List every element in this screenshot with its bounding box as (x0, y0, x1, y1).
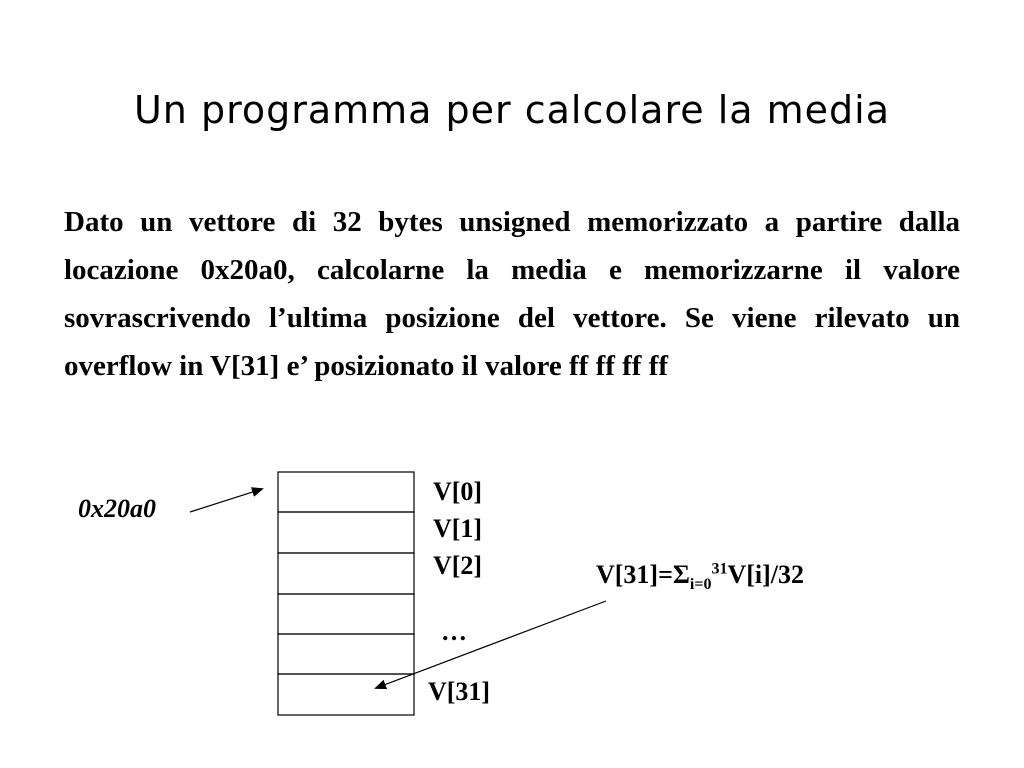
formula-lhs: V[31]=Σ (596, 560, 690, 589)
slide-body-text: Dato un vettore di 32 bytes unsigned memorizzato a partire dalla locazione 0x20a0, calcolarne la media e memorizzarne il valore sovrascrivendo l’ultima posizione del vettore. Se viene rilevato un overflow in V[31] e’ posizionato il valore ff ff ff ff (64, 206, 960, 382)
formula-rhs: V[i]/32 (727, 560, 805, 589)
formula-subscript: i=0 (689, 576, 712, 594)
mean-formula (596, 560, 804, 594)
cell-label-v2: V[2] (433, 551, 483, 580)
memory-cell (278, 674, 414, 715)
address-label: 0x20a0 (78, 494, 156, 523)
memory-cell (278, 594, 414, 634)
cell-label-v31: V[31] (428, 677, 491, 706)
cell-label-v0: V[0] (433, 477, 483, 506)
slide-title: Un programma per calcolare la media (133, 88, 891, 132)
memory-cell (278, 553, 414, 594)
formula-superscript: 31 (711, 560, 728, 578)
memory-cell (278, 512, 414, 553)
address-arrow (190, 489, 262, 512)
memory-cell (278, 472, 414, 512)
cell-label-v1: V[1] (433, 514, 483, 543)
memory-cells (278, 472, 414, 715)
memory-cell (278, 634, 414, 674)
formula-arrow (376, 601, 606, 688)
cell-label-ellipsis: … (441, 617, 467, 646)
